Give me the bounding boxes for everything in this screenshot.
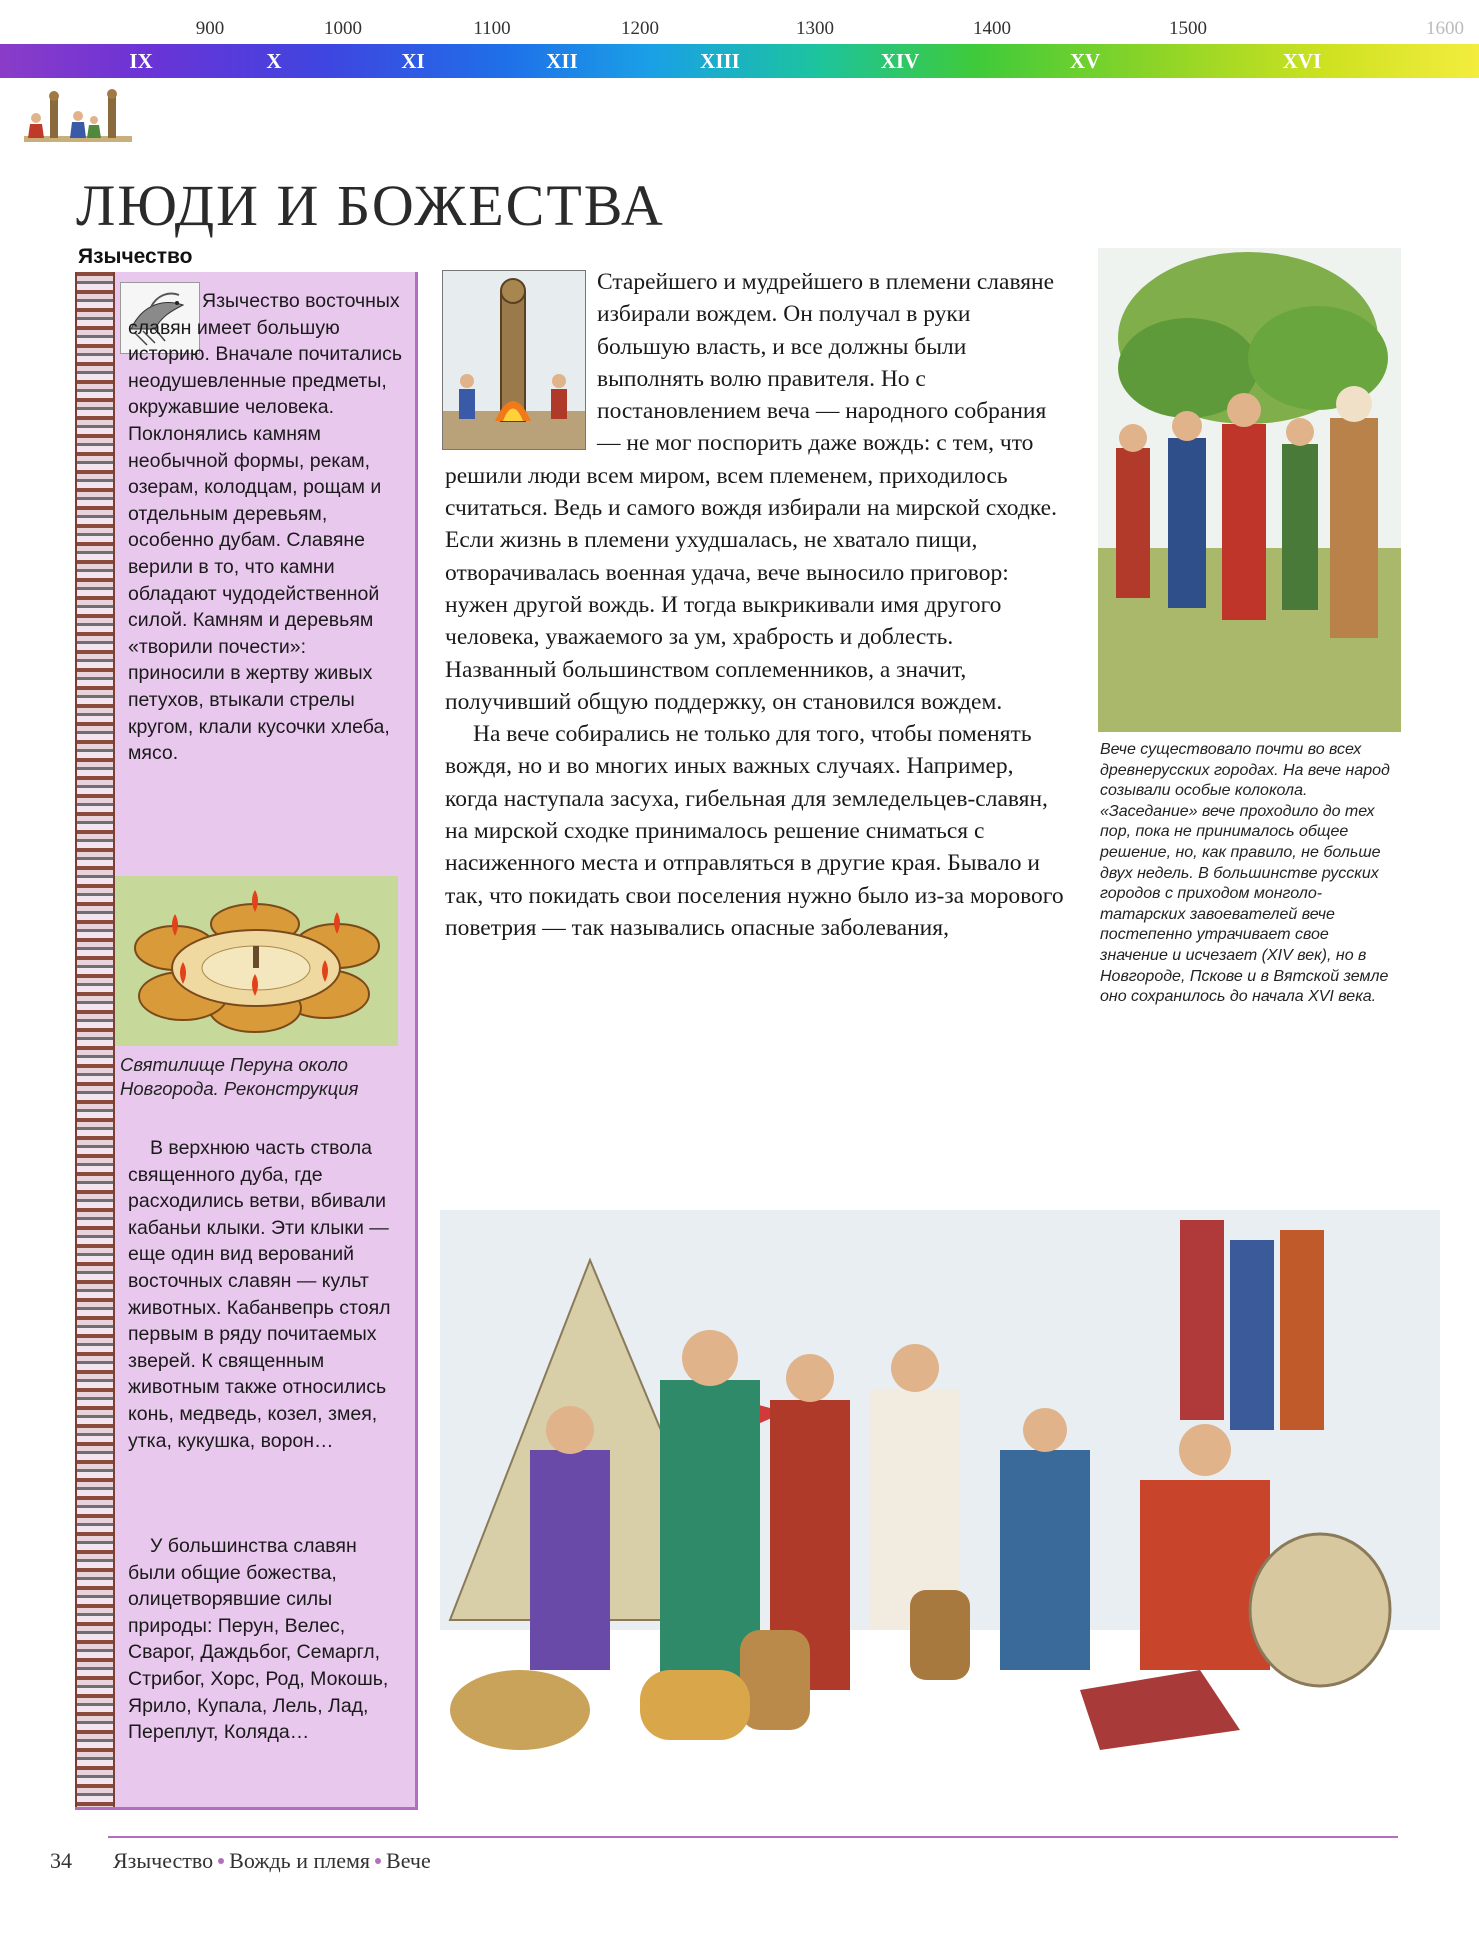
page-title: ЛЮДИ И БОЖЕСТВА: [76, 173, 665, 238]
timeline-year: 1000: [324, 18, 362, 39]
footer-link: Язычество: [113, 1848, 214, 1873]
timeline-century: XVI: [1282, 49, 1322, 73]
main-article: [445, 266, 1067, 944]
perun-shrine-illustration: [115, 876, 398, 1046]
page-number: 34: [50, 1848, 72, 1873]
slavic-figures-icon: [22, 88, 134, 144]
main-paragraph-2: На вече собирались не только для того, чтобы поменять вождя, но и во многих иных важных случаях. Например, когда наступала засуха, гибельная для земледельцев-славян, на мирской сходке принималось решение сниматься с насиженного места и отправляться в другие края. Бывало и так, что покидать свои поселения нужно было из-за морового поветрия — так назывались опасные заболевания,: [445, 721, 1064, 941]
sidebar-paragraph-2: В верхнюю часть ствола священного дуба, где расходились ветви, вбивали кабаньи клыки. Эти клыки — еще один вид верований восточных славян — культ животных. Кабанвепрь стоял первым в ряду почитаемых зверей. К священным животным также относились конь, медведь, козел, змея, утка, кукушка, ворон…: [128, 1137, 391, 1452]
timeline-year: 1400: [973, 18, 1011, 39]
timeline-century: IX: [129, 49, 153, 73]
timeline-century: XI: [401, 49, 425, 73]
footer-link: Вече: [386, 1848, 431, 1873]
timeline-century: XV: [1069, 49, 1101, 73]
veche-illustration: [1098, 248, 1401, 732]
timeline-year: 1100: [473, 18, 511, 39]
sidebar-paragraph-1: Язычество восточных славян имеет большую историю. Вначале почитались неодушевленные предметы, окружавшие человека. Поклонялись камням необычной формы, рекам, озерам, колодцам, рощам и отдельным деревьям, особенно дубам. Славяне верили в то, что камни обладают чудодейственной силой. Камням и деревьям «творили почести»: приносили в жертву живых петухов, втыкали стрелы кругом, клали кусочки хлеба, мясо.: [128, 290, 402, 765]
timeline-century: X: [266, 49, 282, 73]
timeline-years: [0, 18, 1479, 40]
timeline-year: 1300: [796, 18, 834, 39]
veche-caption: Вече существовало почти во всех древнерусских городах. На вече народ созывали особые колокола. «Заседание» вече проходило до тех пор, пока не принималось общее решение, но, как правило, не больше двух недель. В большинстве русских городов с приходом монголо-татарских завоевателей вече постепенно утрачивает свое значение и исчезает (XIV век), но в Новгороде, Пскове и в Вятской земле оно сохранилось до начала XVI века.: [1100, 741, 1390, 1006]
ornament-border: [75, 272, 115, 1807]
footer-divider: [108, 1836, 1398, 1838]
footer-separator-dot: [218, 1858, 224, 1864]
footer-link: Вождь и племя: [229, 1848, 371, 1873]
main-paragraph-1: Старейшего и мудрейшего в племени славяне избирали вождем. Он получал в руки большую власть, и все должны были выполнять волю правителя. Но с постановлением веча — народного собрания — не мог поспорить даже вождь: с тем, что решили люди всем миром, всем племенем, приходилось считаться. Ведь и самого вождя избирали на мирской сходке. Если жизнь в племени ухудшалась, не хватало пищи, отворачивалась военная удача, вече выносило приговор: нужен другой вождь. И тогда выкрикивали имя другого человека, уважаемого за ум, храбрость и доблесть. Названный большинством соплеменников, а значит, получивший общую поддержку, он становился вождем.: [445, 269, 1057, 715]
timeline-year: 900: [195, 18, 225, 39]
timeline-year: 1200: [621, 18, 659, 39]
timeline-century: XIV: [880, 49, 920, 73]
timeline-century: XIII: [700, 49, 740, 73]
timeline-century: XII: [546, 49, 578, 73]
timeline-bar: [0, 44, 1479, 78]
footer-links: [113, 1848, 431, 1874]
timeline-year: 1600: [1426, 18, 1464, 39]
shrine-caption: Святилище Перуна около Новгорода. Реконструкция: [120, 1054, 359, 1099]
section-heading: Язычество: [78, 245, 193, 268]
sidebar-paragraph-3: У большинства славян были общие божества, олицетворявшие силы природы: Перун, Велес, Сварог, Даждьбог, Семаргл, Стрибог, Хорс, Род, Мокошь, Ярило, Купала, Лель, Лад, Переплут, Коляда…: [128, 1535, 389, 1744]
footer-separator-dot: [375, 1858, 381, 1864]
timeline-year: 1500: [1169, 18, 1207, 39]
market-illustration: [440, 1150, 1440, 1772]
